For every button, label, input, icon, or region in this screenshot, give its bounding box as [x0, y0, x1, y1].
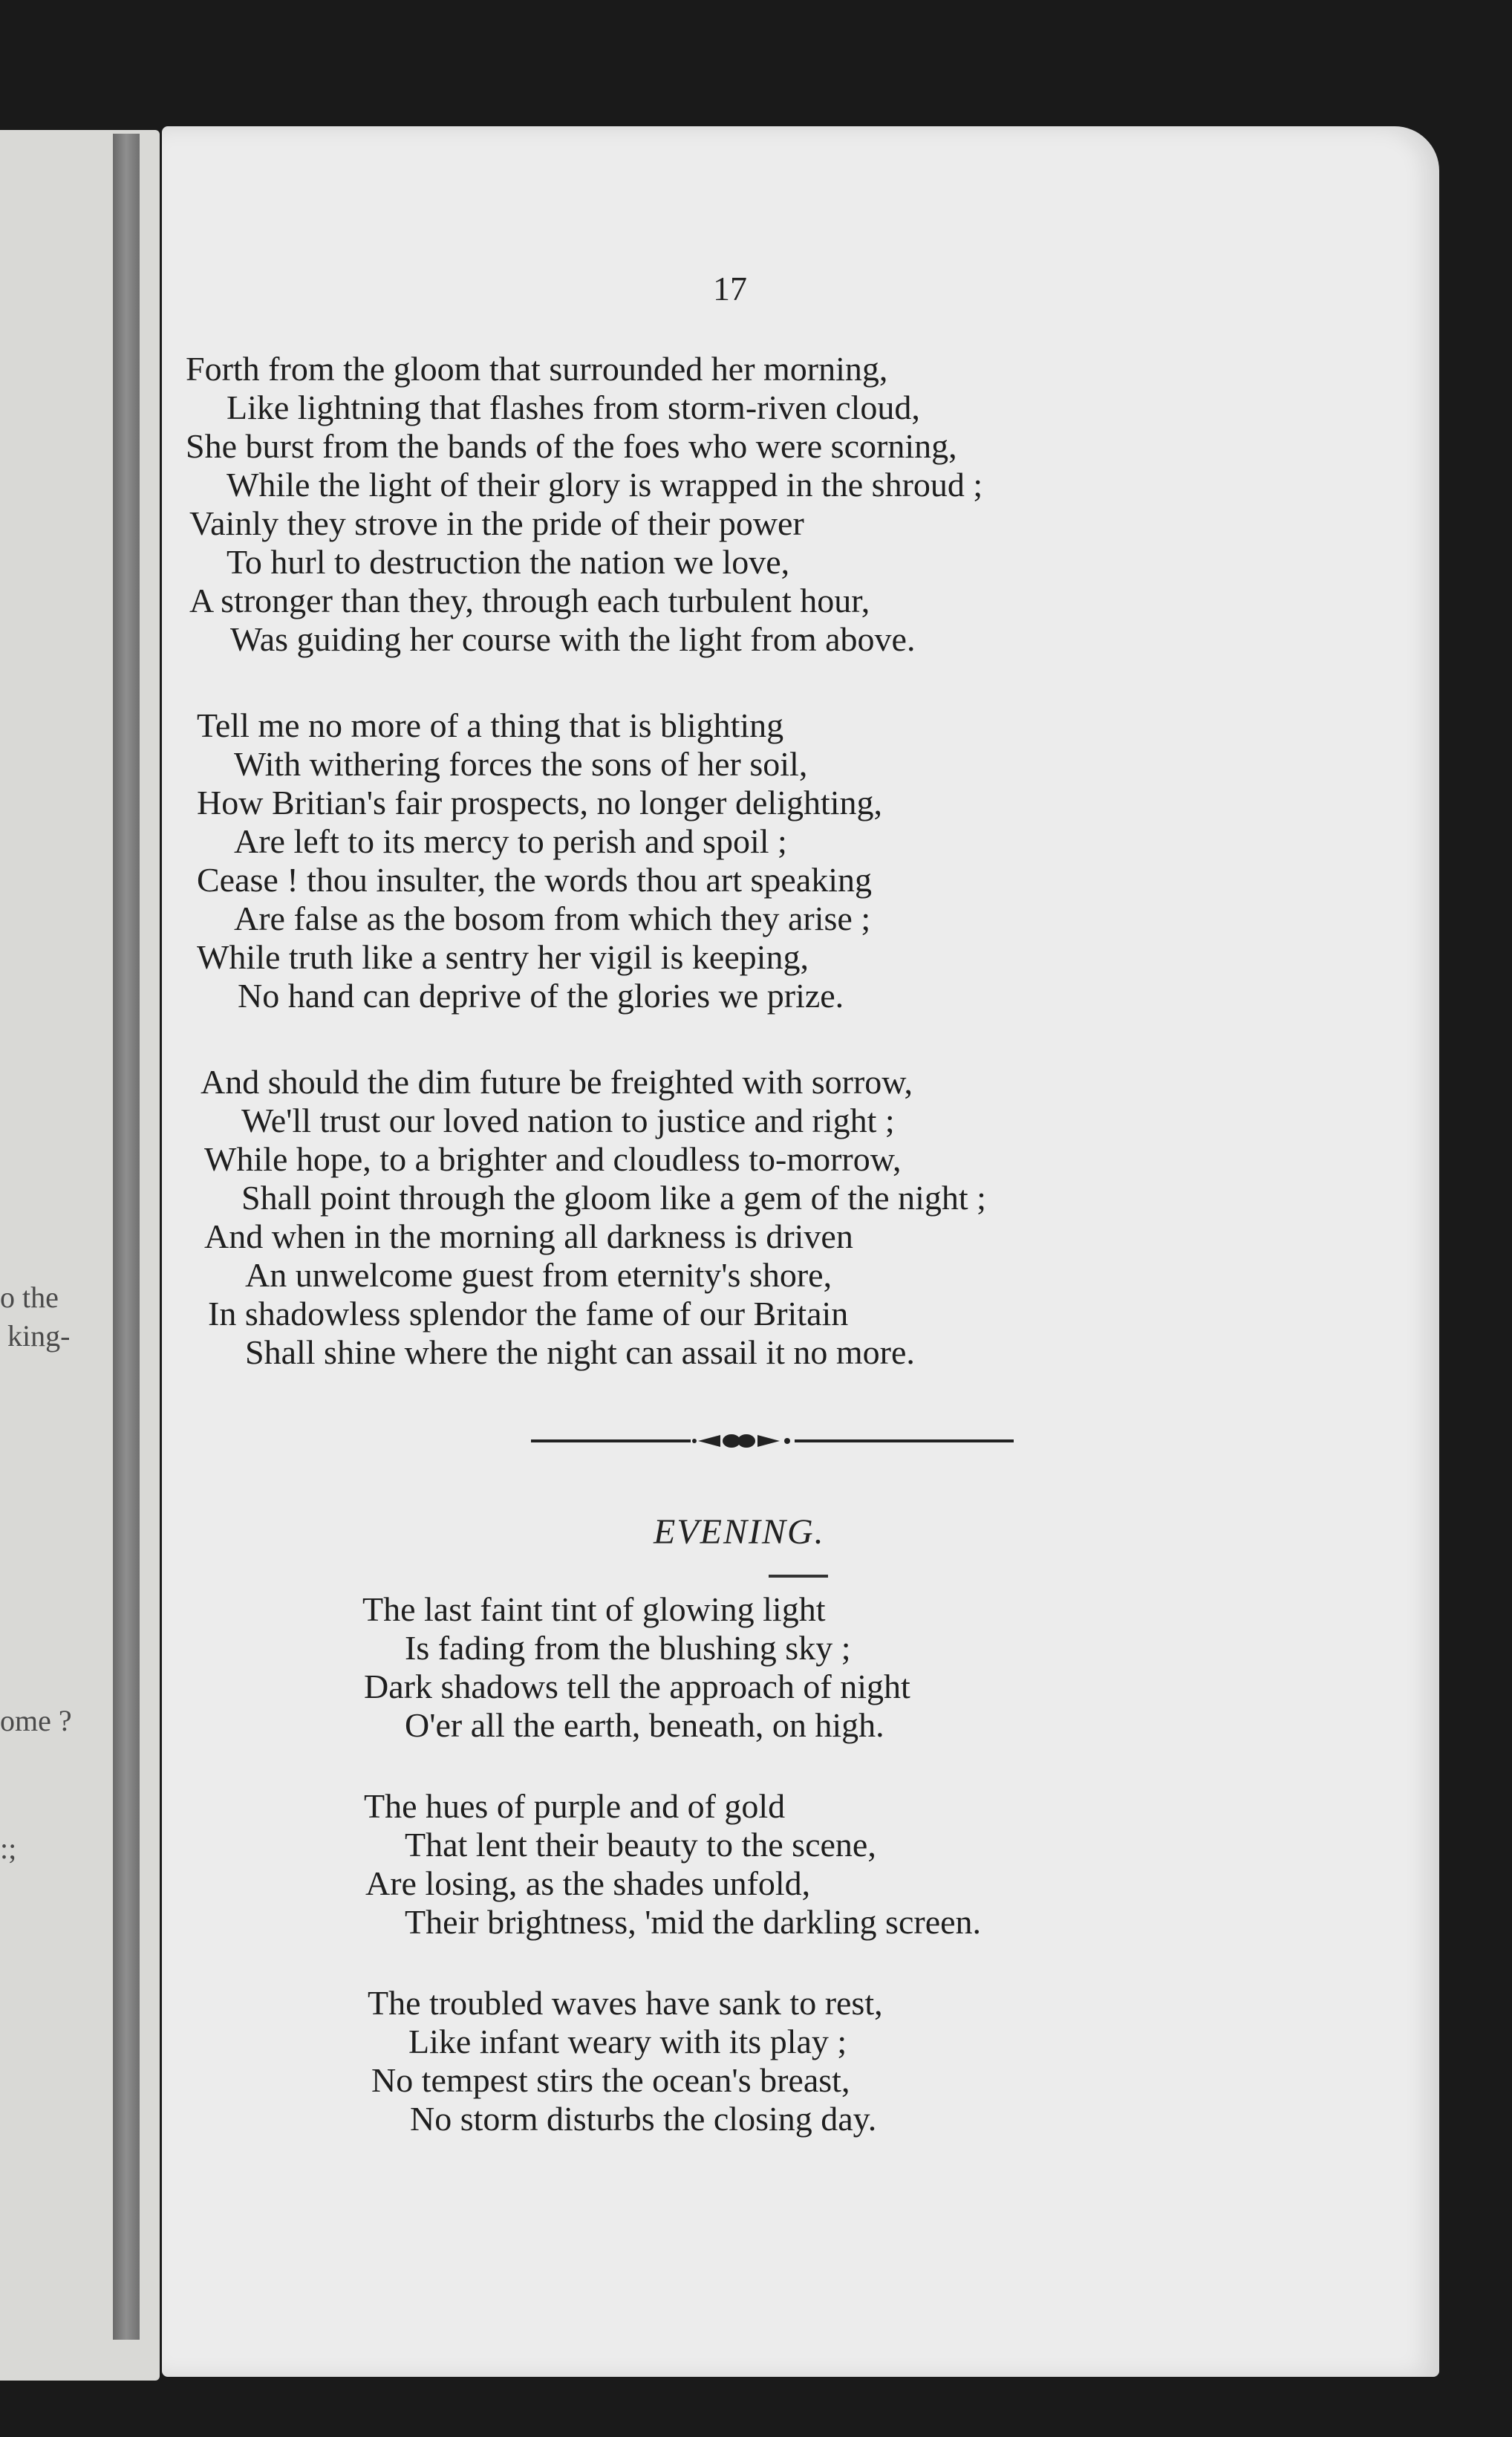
poem-line: We'll trust our loved nation to justice and right ; — [241, 1102, 895, 1139]
poem-line: While truth like a sentry her vigil is keeping, — [197, 938, 809, 976]
poem-line: The hues of purple and of gold — [364, 1787, 786, 1825]
poem-line: O'er all the earth, beneath, on high. — [405, 1706, 884, 1744]
poem-line: That lent their beauty to the scene, — [405, 1826, 876, 1864]
poem-line: The troubled waves have sank to rest, — [368, 1984, 883, 2022]
poem-line: And should the dim future be freighted with sorrow, — [201, 1063, 913, 1101]
poem-line: An unwelcome guest from eternity's shore, — [245, 1256, 832, 1294]
poem-line: With withering forces the sons of her soil, — [234, 745, 808, 783]
book-gutter — [113, 134, 140, 2340]
ornamental-divider — [531, 1426, 1014, 1456]
poem-line: The last faint tint of glowing light — [362, 1590, 826, 1628]
poem-line: Their brightness, 'mid the darkling screen. — [405, 1903, 982, 1941]
left-page-fragment: o the — [0, 1281, 59, 1314]
poem-line: A stronger than they, through each turbulent hour, — [189, 582, 870, 619]
poem-line: To hurl to destruction the nation we love, — [227, 543, 790, 581]
left-page-fragment: king- — [7, 1319, 71, 1353]
poem-line: Like infant weary with its play ; — [408, 2023, 847, 2060]
title-rule — [769, 1575, 828, 1578]
poem-line: Are left to its mercy to perish and spoil ; — [234, 822, 787, 860]
poem-line: Was guiding her course with the light from above. — [230, 620, 916, 658]
poem-line: She burst from the bands of the foes who were scorning, — [186, 427, 957, 465]
poem-line: In shadowless splendor the fame of our Britain — [208, 1295, 849, 1333]
poem-line: Like lightning that flashes from storm-riven cloud, — [227, 388, 920, 426]
poem-line: Dark shadows tell the approach of night — [364, 1667, 910, 1705]
poem-line: Shall point through the gloom like a gem of the night ; — [241, 1179, 986, 1217]
poem-line: Tell me no more of a thing that is blighting — [197, 706, 784, 744]
poem-line: Shall shine where the night can assail it no more. — [245, 1333, 915, 1371]
poem-line: While the light of their glory is wrapped in the shroud ; — [227, 466, 983, 504]
poem-line: No hand can deprive of the glories we prize. — [238, 977, 844, 1015]
poem-line: No tempest stirs the ocean's breast, — [371, 2061, 850, 2099]
poem-title: EVENING. — [654, 1512, 825, 1552]
poem-line: While hope, to a brighter and cloudless to-morrow, — [204, 1140, 902, 1178]
page-number: 17 — [713, 270, 747, 308]
poem-line: Forth from the gloom that surrounded her morning, — [186, 350, 888, 388]
poem-line: Cease ! thou insulter, the words thou art speaking — [197, 861, 873, 899]
poem-line: Is fading from the blushing sky ; — [405, 1629, 851, 1667]
left-page-fragment: ome ? — [0, 1704, 72, 1737]
poem-line: How Britian's fair prospects, no longer delighting, — [197, 784, 883, 821]
poem-line: Are false as the bosom from which they arise ; — [234, 899, 871, 937]
left-page-fragment: :; — [0, 1832, 17, 1865]
poem-line: And when in the morning all darkness is driven — [204, 1217, 853, 1255]
poem-line: Are losing, as the shades unfold, — [365, 1864, 811, 1902]
poem-line: Vainly they strove in the pride of their power — [189, 504, 804, 542]
poem-line: No storm disturbs the closing day. — [410, 2100, 877, 2138]
